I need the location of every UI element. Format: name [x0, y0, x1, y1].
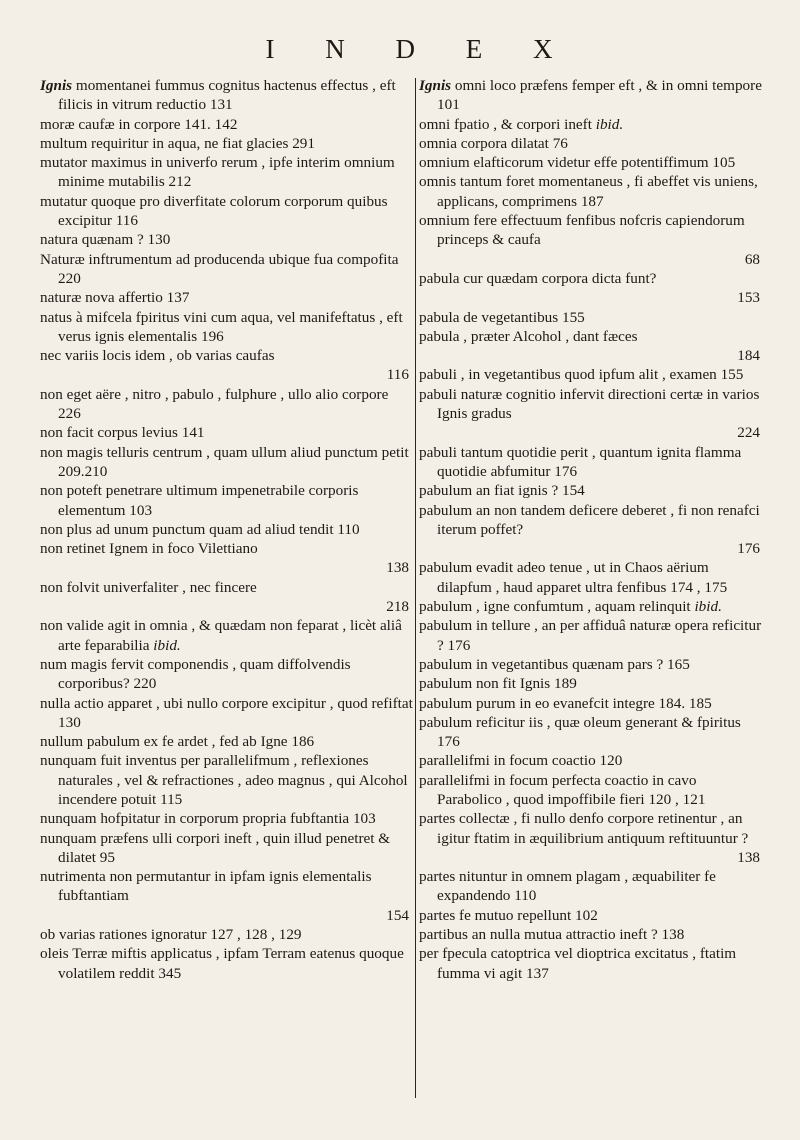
- entry-page: 176: [447, 636, 471, 654]
- entry-text: parallelifmi in focum perfecta coactio in cavo Parabolico , quod impoffibile fieri: [419, 771, 697, 808]
- index-entry: [40, 250, 413, 289]
- entry-page: 155: [720, 366, 744, 384]
- entry-text: omni loco præfens femper eft , & in omni tempore: [454, 77, 762, 94]
- entry-page: 174 , 175: [670, 578, 728, 596]
- entry-text: partes fe mutuo repellunt: [419, 906, 572, 924]
- entry-page: 68: [744, 250, 760, 268]
- index-entry: [419, 674, 764, 693]
- entry-text: nulla actio apparet , ubi nullo corpore excipitur , quod refiftat: [40, 694, 413, 712]
- index-entry: [40, 385, 413, 424]
- index-entry: [419, 443, 764, 482]
- entry-text: nunquam hofpitatur in corporum propria fubftantia: [40, 810, 350, 828]
- entry-page: 186: [291, 733, 315, 751]
- entry-text: pabula , præter Alcohol , dant fæces: [419, 327, 638, 345]
- index-entry: [419, 327, 764, 366]
- entry-text: pabula de vegetantibus: [419, 308, 559, 326]
- entry-page: 187: [580, 192, 604, 210]
- entry-page: 137: [166, 289, 190, 307]
- entry-page: 127 , 128 , 129: [210, 926, 302, 944]
- entry-page: 218: [386, 598, 409, 616]
- entry-page: 103: [352, 810, 376, 828]
- entry-text: pabulum in vegetantibus quænam pars ?: [419, 655, 664, 673]
- entry-text: pabuli naturæ cognitio infervit directioni certæ in varios Ignis gradus: [419, 385, 760, 423]
- entry-page: 103: [129, 501, 153, 519]
- entry-text: non valide agit in omnia , & quædam non feparat , licèt aliâ arte feparabilia: [40, 617, 402, 654]
- index-entry: [40, 520, 413, 539]
- index-entry: [419, 616, 764, 655]
- entry-headword: Ignis: [419, 77, 452, 94]
- entry-page: 220: [133, 675, 157, 693]
- entry-page: 155: [561, 308, 585, 326]
- index-entry: [419, 558, 764, 597]
- index-entry: [40, 539, 413, 578]
- entry-text: omni fpatio , & corpori ineft: [419, 115, 592, 133]
- entry-text: Naturæ inftrumentum ad producenda ubique fua compofita: [40, 250, 399, 268]
- entry-page: 176: [437, 733, 460, 751]
- entry-text: non facit corpus levius: [40, 424, 178, 442]
- entry-text: pabulum purum in eo evanefcit integre: [419, 694, 655, 712]
- entry-page: 209.210: [58, 462, 108, 480]
- index-entry: [40, 134, 413, 153]
- index-entry: [40, 829, 413, 868]
- index-entry: [40, 443, 413, 482]
- entry-page: 105: [712, 154, 736, 172]
- index-entry: [419, 771, 764, 810]
- entry-text: moræ caufæ in corpore: [40, 115, 181, 133]
- entry-text: momentanei fummus cognitus hactenus effectus , eft filicis in vitrum reductio: [58, 77, 396, 114]
- entry-text: nunquam fuit inventus per parallelifmum , reflexiones naturales , vel & refractiones , adeo magnus , qui Alcohol incendere potuit: [40, 752, 408, 808]
- index-entry: [40, 115, 413, 134]
- entry-page: 154: [386, 906, 409, 924]
- entry-text: omnium fere effectuum fenfibus nofcris capiendorum princeps & caufa: [419, 212, 745, 249]
- entry-text: omnium elafticorum videtur effe potentiffimum: [419, 154, 709, 172]
- entry-page: 95: [99, 848, 115, 866]
- index-entry: [40, 655, 413, 694]
- entry-text: pabuli tantum quotidie perit , quantum ignita flamma quotidie abfumitur: [419, 443, 742, 480]
- entry-text: non folvit univerfaliter , nec fincere: [40, 578, 257, 596]
- entry-text: mutator maximus in univerfo rerum , ipfe interim omnium minime mutabilis: [40, 154, 395, 191]
- entry-page: 141: [181, 424, 205, 442]
- index-entry: [419, 115, 764, 134]
- index-entry: [40, 616, 413, 655]
- column-divider: [415, 78, 416, 1098]
- entry-page: ibid.: [694, 598, 722, 616]
- entry-text: partibus an nulla mutua attractio ineft ?: [419, 926, 658, 944]
- entry-headword: Ignis: [40, 77, 73, 94]
- index-entry: [419, 76, 764, 115]
- index-entry: [419, 944, 764, 983]
- index-header: I N D E X: [265, 34, 575, 64]
- entry-page: 141. 142: [184, 115, 238, 133]
- index-entry: [419, 925, 764, 944]
- entry-page: 220: [58, 269, 81, 287]
- index-entry: [40, 423, 413, 442]
- entry-page: 184: [737, 347, 760, 365]
- entry-page: 138: [386, 559, 409, 577]
- entry-page: 138: [661, 926, 685, 944]
- entry-page: 345: [158, 964, 182, 982]
- entry-page: 196: [200, 327, 224, 345]
- entry-page: 115: [160, 790, 183, 808]
- index-entry: [40, 867, 413, 925]
- entry-page: 138: [737, 848, 760, 866]
- index-entry: [419, 211, 764, 269]
- index-entry: [40, 925, 413, 944]
- entry-text: pabulum non fit Ignis: [419, 675, 551, 693]
- entry-text: omnis tantum foret momentaneus , fi abeffet vis uniens, applicans, comprimens: [419, 173, 758, 210]
- index-entry: [40, 153, 413, 192]
- entry-page: 212: [168, 173, 192, 191]
- index-entry: [40, 230, 413, 249]
- entry-page: 165: [667, 655, 690, 673]
- entry-page: 154: [561, 482, 585, 500]
- entry-text: natura quænam ?: [40, 231, 144, 249]
- entry-text: parallelifmi in focum coactio: [419, 752, 596, 770]
- entry-page: 102: [575, 906, 598, 924]
- index-entry: [419, 694, 764, 713]
- entry-page: ibid.: [595, 115, 624, 133]
- entry-text: nullum pabulum ex fe ardet , fed ab Igne: [40, 733, 288, 751]
- entry-text: pabuli , in vegetantibus quod ipfum alit , examen: [419, 366, 717, 384]
- entry-page: 189: [554, 675, 577, 693]
- entry-text: pabula cur quædam corpora dicta funt?: [419, 269, 657, 287]
- index-entry: [419, 134, 764, 153]
- index-entry: [419, 713, 764, 752]
- entry-text: nunquam præfens ulli corpori ineft , quin illud penetret & dilatet: [40, 829, 391, 866]
- entry-text: non eget aëre , nitro , pabulo , fulphure , ullo alio corpore: [40, 385, 389, 403]
- entry-text: pabulum in tellure , an per affiduâ naturæ opera reficitur ?: [419, 617, 762, 654]
- index-entry: [419, 655, 764, 674]
- entry-text: pabulum reficitur iis , quæ oleum generant & fpiritus: [419, 713, 741, 731]
- right-column: [419, 76, 764, 983]
- entry-page: 110: [337, 520, 360, 538]
- entry-page: 120 , 121: [648, 790, 706, 808]
- index-entry: [419, 269, 764, 308]
- entry-text: per fpecula catoptrica vel dioptrica excitatus , ftatim fumma vi agit: [419, 945, 737, 982]
- entry-page: 153: [737, 289, 760, 307]
- entry-text: pabulum evadit adeo tenue , ut in Chaos aërium dilapfum , haud apparet ultra fenfibus: [419, 559, 709, 596]
- index-entry: [419, 153, 764, 172]
- entry-text: naturæ nova affertio: [40, 289, 163, 307]
- entry-text: oleis Terræ miftis applicatus , ipfam Terram eatenus quoque volatilem reddit: [40, 945, 404, 982]
- index-entry: [419, 481, 764, 500]
- entry-page: 120: [599, 752, 623, 770]
- index-entry: [419, 365, 764, 384]
- index-entry: [40, 694, 413, 733]
- entry-page: 116: [115, 212, 138, 230]
- index-entry: [419, 867, 764, 906]
- index-entry: [40, 751, 413, 809]
- entry-page: 116: [386, 366, 409, 384]
- entry-text: non magis telluris centrum , quam ullum aliud punctum petit: [40, 443, 409, 461]
- index-entry: [419, 597, 764, 616]
- entry-page: 176: [554, 462, 578, 480]
- index-entry: [40, 76, 413, 115]
- entry-page: 130: [58, 713, 81, 731]
- entry-text: num magis fervit componendis , quam diffolvendis corporibus?: [40, 655, 351, 693]
- entry-text: natus à mifcela fpiritus vini cum aqua, vel manifeftatus , eft verus ignis elementalis: [40, 308, 403, 345]
- entry-text: pabulum , igne confumtum , aquam relinquit: [419, 598, 691, 616]
- index-entry: [40, 732, 413, 751]
- index-entry: [419, 501, 764, 559]
- entry-text: ob varias rationes ignoratur: [40, 926, 207, 944]
- entry-page: 76: [552, 134, 568, 152]
- index-entry: [40, 578, 413, 617]
- entry-page: 184. 185: [658, 694, 712, 712]
- left-column: [40, 76, 413, 983]
- index-entry: [419, 385, 764, 443]
- entry-text: non poteft penetrare ultimum impenetrabile corporis elementum: [40, 482, 359, 519]
- index-entry: [40, 809, 413, 828]
- entry-text: mutatur quoque pro diverfitate colorum corporum quibus excipitur: [40, 192, 388, 230]
- entry-text: partes nituntur in omnem plagam , æquabiliter fe expandendo: [419, 868, 716, 905]
- entry-text: pabulum an non tandem deficere deberet , fi non renafci iterum poffet?: [419, 501, 760, 538]
- entry-page: 226: [58, 405, 81, 423]
- index-entry: [40, 481, 413, 520]
- entry-text: multum requiritur in aqua, ne fiat glacies: [40, 134, 289, 152]
- entry-text: nec variis locis idem , ob varias caufas: [40, 347, 275, 365]
- entry-page: 101: [437, 96, 460, 114]
- entry-page: 224: [737, 424, 760, 442]
- index-entry: [40, 944, 413, 983]
- entry-text: partes collectæ , fi nullo denfo corpore retinentur , an igitur ftatim in æquilibrium antiquum reftituuntur ?: [419, 810, 749, 847]
- index-entry: [40, 192, 413, 231]
- entry-page: ibid.: [153, 636, 181, 654]
- index-entry: [419, 906, 764, 925]
- entry-page: 130: [147, 231, 171, 249]
- entry-text: non plus ad unum punctum quam ad aliud tendit: [40, 520, 334, 538]
- entry-page: 131: [209, 96, 233, 114]
- entry-text: omnia corpora dilatat: [419, 134, 549, 152]
- entry-page: 176: [737, 540, 760, 558]
- entry-page: 137: [526, 964, 549, 982]
- index-entry: [40, 288, 413, 307]
- index-entry: [419, 172, 764, 211]
- index-entry: [40, 346, 413, 385]
- entry-text: non retinet Ignem in foco Vilettiano: [40, 540, 258, 558]
- entry-text: nutrimenta non permutantur in ipfam ignis elementalis fubftantiam: [40, 868, 372, 905]
- index-entry: [419, 751, 764, 770]
- index-entry: [419, 308, 764, 327]
- index-entry: [40, 308, 413, 347]
- entry-page: 291: [292, 134, 315, 152]
- entry-page: 110: [514, 887, 537, 905]
- index-entry: [419, 809, 764, 867]
- entry-text: pabulum an fiat ignis ?: [419, 482, 559, 500]
